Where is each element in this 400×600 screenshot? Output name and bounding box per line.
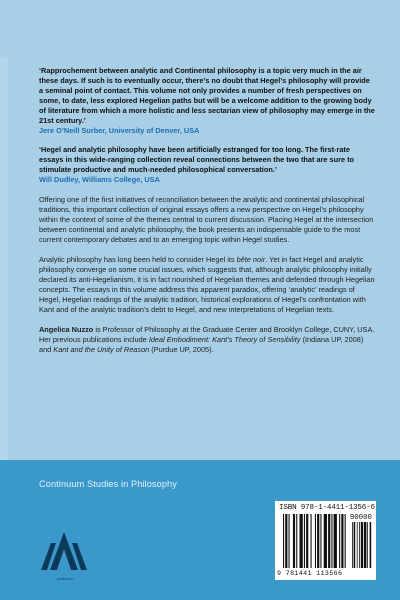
author-bio-text: is Professor of Philosophy at the Graduate Center and Brooklyn College, CUNY, USA. Her previous publications include (39, 325, 375, 345)
author-bio-text: (Indiana UP, 2008) and (39, 335, 364, 355)
barcode (275, 501, 376, 580)
price-code: 90000 (349, 514, 372, 522)
barcode-bars (279, 514, 372, 570)
description-text: . Yet in fact Hegel and analytic philosophy converge on some crucial issues, which suggests that, although analytic philosophy initially declared its anti-Hegelianism, it is in fact nourished of Hegelian themes and defended through Hegelian concepts. The essays in this volume address this apparent paradox, offering ‘analytic’ readings of Hegel, Hegelian readings of the analytic tradition, historical explorations of Hegel’s confrontation with Kant and of the analytic tradition’s debt to Hegel, and new interpretations of Hegelian texts. (39, 254, 375, 314)
description-text: Analytic philosophy has long been held to consider Hegel its (39, 254, 237, 264)
cover-top-band (0, 0, 400, 58)
review-attribution-1: Jere O’Neill Surber, University of Denver, USA (39, 126, 200, 136)
book-title: Ideal Embodiment: Kant’s Theory of Sensibility (148, 335, 301, 345)
publisher-logo-text: continuum (56, 577, 74, 581)
back-cover-text (39, 66, 375, 365)
description-paragraph-2 (39, 255, 375, 315)
book-title: Kant and the Unity of Reason (53, 345, 150, 355)
ean-digits: 9 781441 113566 (277, 570, 343, 577)
author-name: Angelica Nuzzo (39, 325, 94, 335)
review-quote-1: ‘Rapprochement between analytic and Continental philosophy is a topic very much in the air these days. If such is to eventually occur, there’s no doubt that Hegel’s philosophy will provide a seminal point of contact. This volume not only provides a number of fresh perspectives on some, to date, less explored Hegelian paths but will be a welcome addition to the growing body of literature from which a more holistic and less sectarian view of philosophy may emerge in the 21st century.’ (39, 66, 375, 126)
description-paragraph-1: Offering one of the first initiatives of reconciliation between the analytic and continental philosophical traditions, this important collection of original essays offers a new perspective on Hegel’s philosophy within the context of some of the themes central to current discussion. Placing Hegel at the intersection between continental and analytic philosophy, the book presents an indispensable guide to the most current contemporary debates and to an emerging topic within Hegel studies. (39, 194, 374, 244)
review-quote-2: ‘Hegel and analytic philosophy have been artificially estranged for too long. The first-rate essays in this wide-ranging collection reveal connections between the two that are sure to stimulate productive and much-needed philosophical conversation.’ (39, 145, 355, 175)
italic-phrase: bête noir (236, 254, 266, 264)
isbn-text: ISBN 978-1-4411-1356-6 (279, 504, 375, 512)
author-bio-text: (Purdue UP, 2005). (149, 345, 214, 355)
continuum-logo-icon (39, 530, 89, 574)
review-attribution-2: Will Dudley, Williams College, USA (39, 175, 160, 185)
author-bio (39, 325, 375, 355)
series-name: Continuum Studies in Philosophy (39, 479, 177, 489)
